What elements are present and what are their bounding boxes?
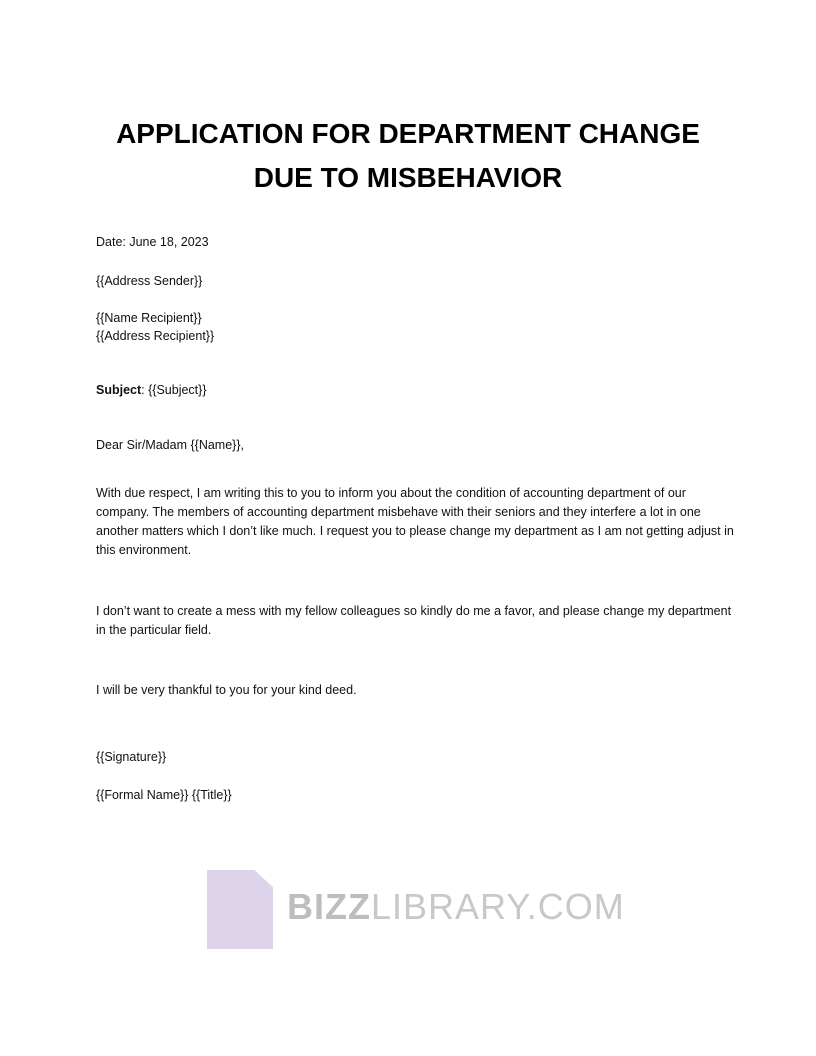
formal-name: {{Formal Name}} {{Title}} [96, 788, 232, 802]
address-recipient: {{Address Recipient}} [96, 329, 215, 343]
watermark-logo: BIZZLIBRARY.COM [287, 886, 625, 927]
document-title: APPLICATION FOR DEPARTMENT CHANGE DUE TO MISBEHAVIOR [116, 118, 700, 193]
subject-value: : {{Subject}} [141, 383, 207, 397]
signature: {{Signature}} [96, 750, 167, 764]
subject-label: Subject [96, 383, 142, 397]
body-paragraph-2: I don’t want to create a mess with my fellow colleagues so kindly do me a favor, and please change my department in the particular field. [96, 604, 732, 637]
address-sender: {{Address Sender}} [96, 274, 203, 288]
date: Date: June 18, 2023 [96, 235, 209, 249]
body-paragraph-3: I will be very thankful to you for your kind deed. [96, 683, 357, 697]
subject-line [96, 381, 207, 400]
watermark-document-icon [207, 870, 273, 949]
salutation: Dear Sir/Madam {{Name}}, [96, 438, 244, 452]
name-recipient: {{Name Recipient}} [96, 311, 202, 325]
body-paragraph-1: With due respect, I am writing this to you to inform you about the condition of accounting department of our company. The members of accounting department misbehave with their seniors and they interfere a lot in one another matters which I don’t like much. I request you to please change my department as I am not getting adjust in this environment. [96, 486, 734, 557]
